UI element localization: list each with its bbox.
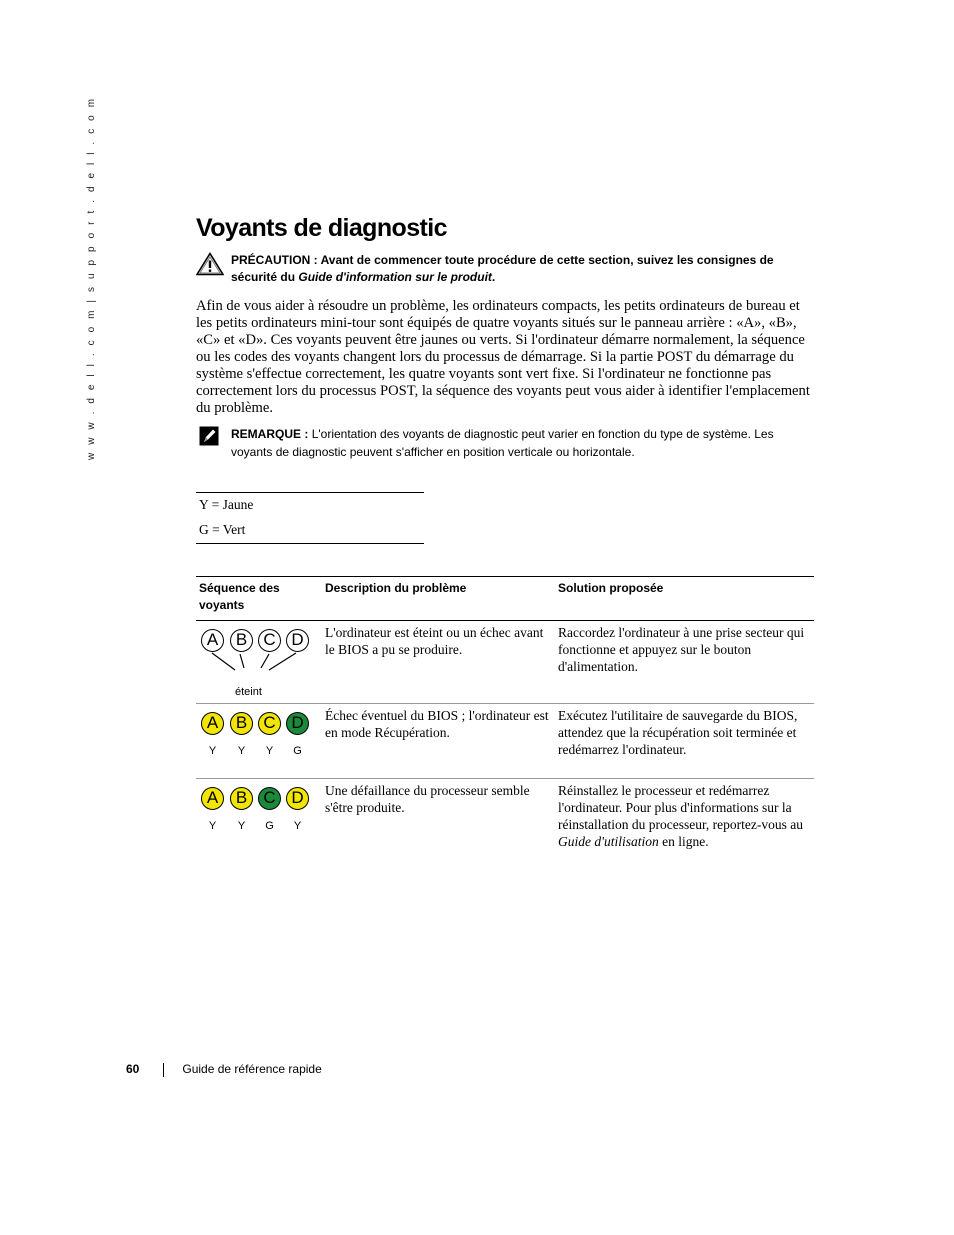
book-title: Guide de référence rapide: [182, 1062, 322, 1076]
table-row: [196, 621, 814, 704]
led-b: B: [230, 787, 253, 810]
led-b: B: [230, 712, 253, 735]
led-c: C: [258, 787, 281, 810]
diagnostic-table: [196, 576, 814, 856]
footer-divider: [163, 1063, 164, 1077]
caution-label: PRÉCAUTION :: [231, 253, 318, 267]
intro-paragraph: Afin de vous aider à résoudre un problème, les ordinateurs compacts, les petits ordinateurs de bureau et les petits ordinateurs mini-tour sont équipés de quatre voyants situés sur le panneau arrière : «A», «B», «C» et «D». Ces voyants peuvent être jaunes ou verts. Si l'ordinateur démarre normalement, la séquence ou les codes des voyants changent lors du processus de démarrage. Si la partie POST du démarrage du système s'effectue correctement, les quatre voyants sont vert fixe. Si l'ordinateur ne fonctionne pas correctement lors du processus POST, la séquence des voyants peut vous aider à identifier l'emplacement du problème.: [196, 298, 810, 416]
led-b: B: [230, 629, 253, 652]
led-sequence-yyyg: [199, 707, 319, 762]
led-c: C: [258, 629, 281, 652]
solution-text-end: en ligne.: [662, 834, 709, 849]
caution-period: .: [491, 270, 496, 284]
led-sequence-cell: [196, 704, 322, 779]
caution-guide-title: Guide d'information sur le produit: [298, 270, 492, 284]
led-d: D: [286, 787, 309, 810]
led-code: Y: [237, 820, 246, 832]
led-code: Y: [265, 745, 274, 757]
led-a: A: [201, 712, 224, 735]
color-legend: [196, 492, 424, 544]
led-d: D: [286, 712, 309, 735]
led-d: D: [286, 629, 309, 652]
page-footer: [126, 1062, 322, 1077]
description-cell: Une défaillance du processeur semble s'être produite.: [325, 783, 530, 815]
note-notice: [196, 426, 816, 461]
header-sequence: Séquence des voyants: [196, 577, 322, 621]
description-cell: Échec éventuel du BIOS ; l'ordinateur est en mode Récupération.: [322, 704, 555, 779]
legend-yellow: Y = Jaune: [199, 497, 254, 512]
led-code: Y: [237, 745, 246, 757]
header-solution: Solution proposée: [555, 577, 814, 621]
table-row: [196, 704, 814, 779]
led-c: C: [258, 712, 281, 735]
solution-cell: Raccordez l'ordinateur à une prise secteur qui fonctionne et appuyez sur le bouton d'alimentation.: [555, 621, 814, 704]
note-label: REMARQUE :: [231, 427, 309, 441]
solution-cell: [555, 779, 814, 857]
led-a: A: [201, 629, 224, 652]
led-code: Y: [208, 745, 217, 757]
led-sequence-off: [199, 624, 319, 698]
table-header-row: [196, 577, 814, 621]
user-guide-title: Guide d'utilisation: [558, 834, 659, 849]
caution-notice: [196, 252, 816, 286]
description-cell: L'ordinateur est éteint ou un échec avant le BIOS a pu se produire.: [322, 621, 555, 704]
caution-text-2: sécurité du: [231, 270, 296, 284]
solution-cell: Exécutez l'utilitaire de sauvegarde du BIOS, attendez que la récupération soit terminée et redémarrez l'ordinateur.: [555, 704, 814, 779]
led-sequence-cell: [196, 779, 322, 857]
led-code: Y: [293, 820, 302, 832]
page-title: Voyants de diagnostic: [196, 214, 447, 242]
header-description: Description du problème: [322, 577, 555, 621]
side-url: w w w . d e l l . c o m | s u p p o r t . d e l l . c o m: [86, 96, 97, 460]
led-code: G: [293, 745, 302, 757]
caution-text: Avant de commencer toute procédure de cette section, suivez les consignes de: [320, 253, 774, 267]
led-code: G: [265, 820, 274, 832]
legend-green: G = Vert: [199, 522, 246, 537]
off-label: éteint: [235, 686, 262, 698]
warning-icon: [196, 252, 224, 276]
led-a: A: [201, 787, 224, 810]
led-sequence-cell: [196, 621, 322, 704]
solution-text: Réinstallez le processeur et redémarrez l'ordinateur. Pour plus d'informations sur la réinstallation du processeur, reportez-vous au: [558, 783, 803, 832]
led-code: Y: [208, 820, 217, 832]
led-sequence-yygy: [199, 782, 319, 837]
note-pencil-icon: [199, 426, 219, 446]
page-number: 60: [126, 1062, 140, 1076]
table-row: [196, 779, 814, 857]
note-text: L'orientation des voyants de diagnostic peut varier en fonction du type de système. Les voyants de diagnostic peuvent s'afficher en position verticale ou horizontale.: [231, 427, 774, 459]
